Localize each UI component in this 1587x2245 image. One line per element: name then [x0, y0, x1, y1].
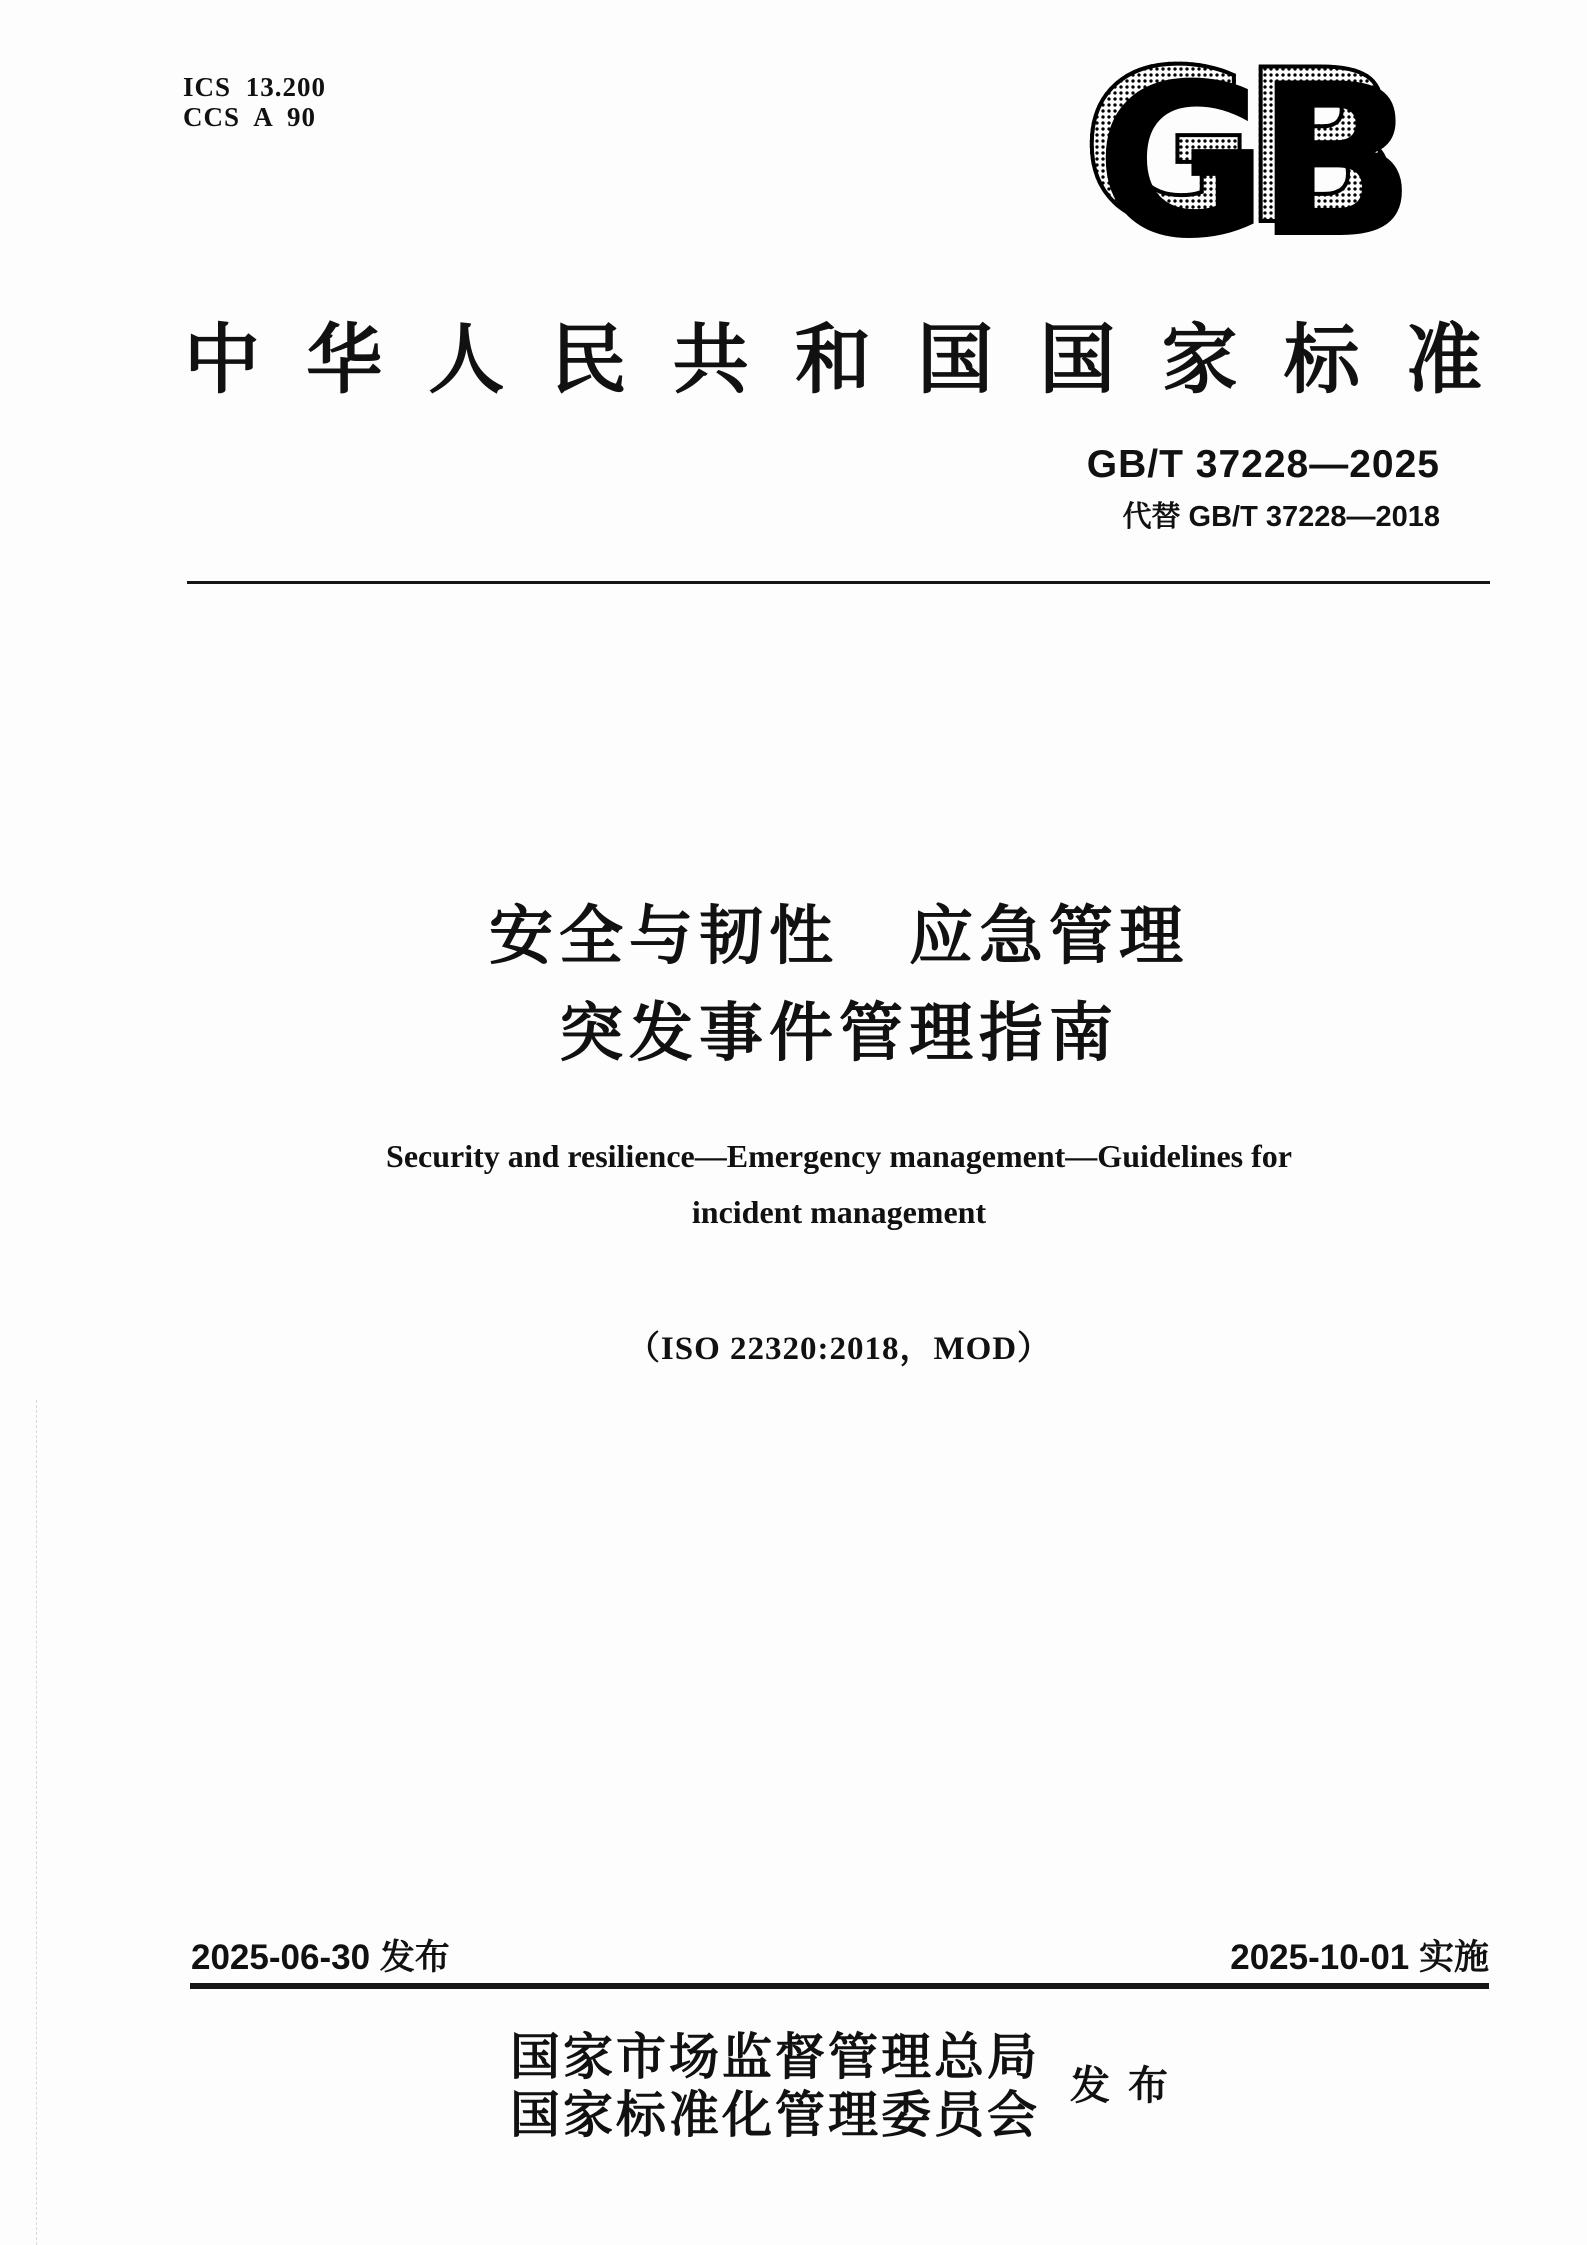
national-standard-banner: 中华人民共和国国家标准 — [184, 319, 1482, 403]
replaced-standard-note: 代替 GB/T 37228—2018 — [1122, 501, 1440, 533]
issuer-line1: 国家市场监督管理总局 — [510, 2029, 1040, 2085]
issuer-line2: 国家标准化管理委员会 — [510, 2087, 1040, 2143]
iso-correspondence-note: （ISO 22320:2018，MOD） — [626, 1331, 1052, 1367]
issuer-names — [510, 2028, 1040, 2144]
title-cn-line2: 突发事件管理指南 — [559, 997, 1119, 1069]
publish-label: 发布 — [1070, 2063, 1186, 2108]
issue-date: 2025-06-30 发布 — [191, 1938, 450, 1977]
footer-rule — [190, 1983, 1489, 1989]
ccs-code: CCS A 90 — [183, 102, 317, 132]
issuer-block — [188, 2028, 1490, 2144]
gb-logo: GB — [1070, 42, 1400, 272]
classification-codes — [183, 72, 326, 132]
title-cn-line1: 安全与韧性 应急管理 — [489, 900, 1189, 972]
ics-code: ICS 13.200 — [183, 72, 327, 102]
title-english — [188, 1128, 1490, 1240]
title-en-line2: incident management — [691, 1194, 987, 1230]
scan-artifact-line — [36, 1400, 37, 2245]
title-chinese — [188, 888, 1490, 1082]
implement-date: 2025-10-01 实施 — [1230, 1938, 1489, 1977]
date-row — [191, 1938, 1489, 1978]
header-rule — [187, 581, 1490, 584]
title-en-line1: Security and resilience—Emergency management—Guidelines for — [386, 1138, 1292, 1174]
standard-number: GB/T 37228—2025 — [1086, 443, 1440, 486]
